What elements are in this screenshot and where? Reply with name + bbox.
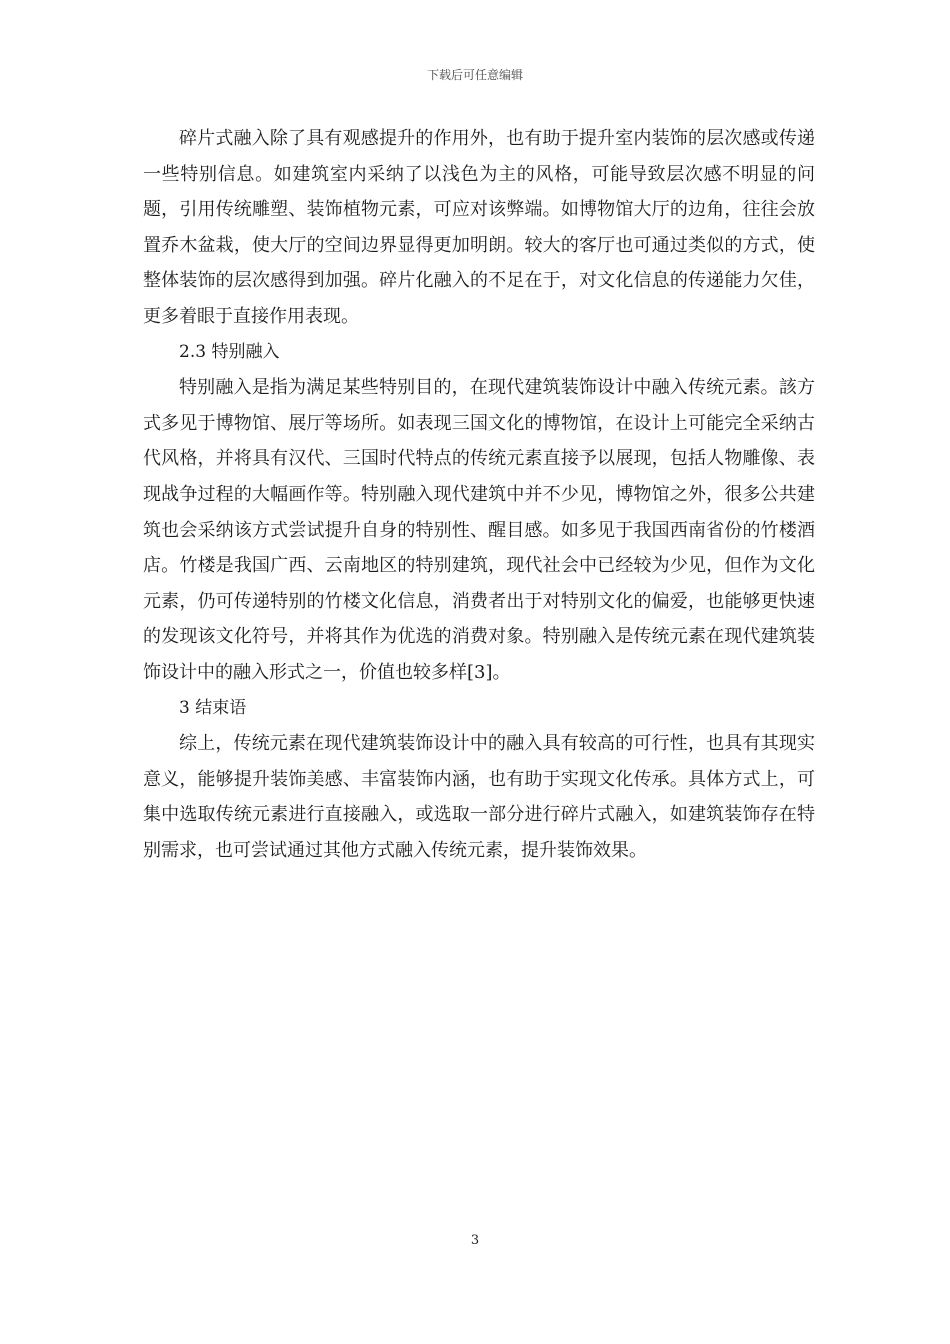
page-number: 3 bbox=[470, 1233, 480, 1248]
document-body bbox=[143, 121, 815, 868]
paragraph-fragment-integration: 碎片式融入除了具有观感提升的作用外，也有助于提升室内装饰的层次感或传递一些特别信息。如建筑室内采纳了以浅色为主的风格，可能导致层次感不明显的问题，引用传统雕塑、装饰植物元素，可应对该弊端。如博物馆大厅的边角，往往会放置乔木盆栽，使大厅的空间边界显得更加明朗。较大的客厅也可通过类似的方式，使整体装饰的层次感得到加强。碎片化融入的不足在于，对文化信息的传递能力欠佳，更多着眼于直接作用表现。 bbox=[143, 128, 815, 327]
paragraph-conclusion: 综上，传统元素在现代建筑装饰设计中的融入具有较高的可行性，也具有其现实意义，能够提升装饰美感、丰富装饰内涵，也有助于实现文化传承。具体方式上，可集中选取传统元素进行直接融入，或选取一部分进行碎片式融入，如建筑装饰存在特别需求，也可尝试通过其他方式融入传统元素，提升装饰效果。 bbox=[143, 733, 815, 861]
section-heading-2-3: 2.3 特别融入 bbox=[179, 341, 280, 362]
paragraph-special-integration: 特别融入是指为满足某些特别目的，在现代建筑装饰设计中融入传统元素。該方式多见于博物馆、展厅等场所。如表现三国文化的博物馆，在设计上可能完全采纳古代风格，并将具有汉代、三国时代特点的传统元素直接予以展现，包括人物雕像、表现战争过程的大幅画作等。特别融入现代建筑中并不少见，博物馆之外，很多公共建筑也会采纳该方式尝试提升自身的特别性、醒目感。如多见于我国西南省份的竹楼酒店。竹楼是我国广西、云南地区的特别建筑，现代社会中已经较为少见，但作为文化元素，仍可传递特别的竹楼文化信息，消费者出于对特别文化的偏爱，也能够更快速的发现该文化符号，并将其作为优选的消费对象。特别融入是传统元素在现代建筑装饰设计中的融入形式之一，价值也较多样[3]。 bbox=[143, 377, 815, 683]
section-heading-3: 3 结束语 bbox=[179, 697, 247, 718]
page-header: 下载后可任意编辑 bbox=[426, 68, 523, 82]
